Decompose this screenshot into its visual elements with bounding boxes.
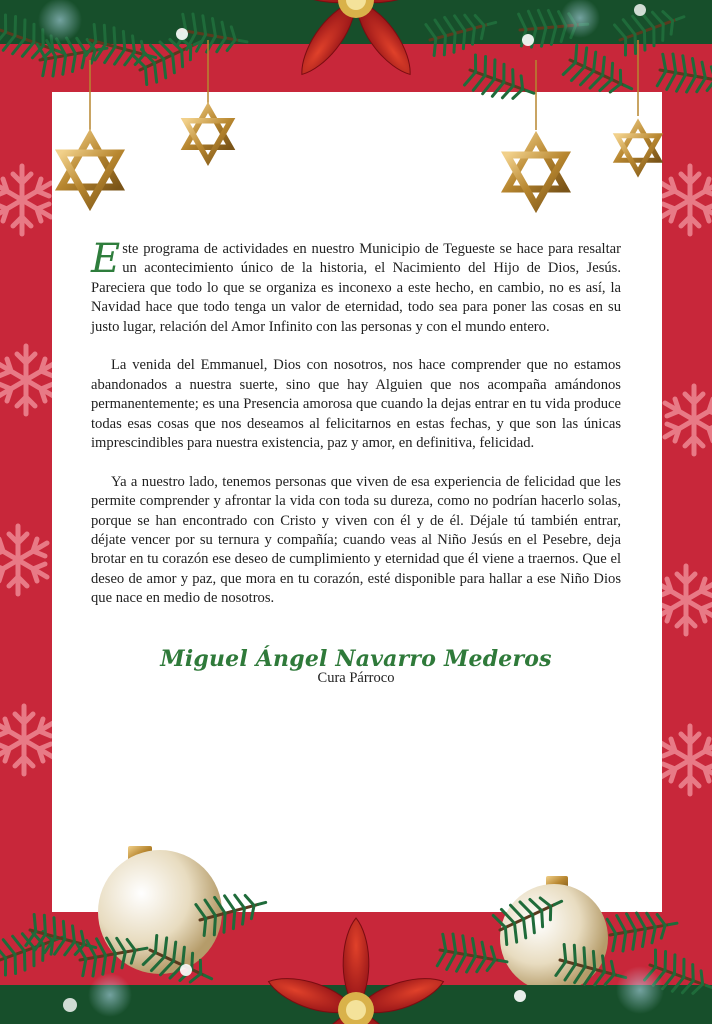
signature-name: Miguel Ángel Navarro Mederos <box>160 646 552 672</box>
drop-cap: E <box>91 236 121 282</box>
signature-role: Cura Párroco <box>317 670 395 686</box>
paragraph-1-text: ste programa de actividades en nuestro Municipio de Tegueste se hace para resaltar un acontecimiento único de la historia, el Nacimiento del Hijo de Dios, Jesús. Pareciera que todo lo que se organiza es inconexo a este hecho, en cambio, no es así, la Navidad hace que todo tenga un valor de eternidad, todo sea para poner las cosas en su justo lugar, relación del Amor Infinito con las personas y con el mundo entero. <box>91 241 621 335</box>
paragraph-1 <box>91 236 621 337</box>
signature-block <box>91 646 621 687</box>
letter-body <box>91 236 621 628</box>
paragraph-3: Ya a nuestro lado, tenemos personas que viven de esa experiencia de felicidad que les permite comprender y afrontar la vida con toda su dureza, como no podrían hacerlo solas, porque se han encontrado con Cristo y viven con él y de él. Déjale tú también entrar, déjate vencer por su ternura y compañía; cuando veas al Niño Jesús en el Pesebre, deja brotar en tu corazón ese deseo de cumplimiento y eternidad que él viene a traernos. Que el deseo de amor y paz, que mora en tu corazón, esté disponible para hallar a ese Niño Dios que nace en medio de nosotros. <box>91 473 621 607</box>
paragraph-2: La venida del Emmanuel, Dios con nosotros, nos hace comprender que no estamos abandonados a nuestra suerte, sino que hay Alguien que nos acompaña amándonos permanentemente; es una Presencia amorosa que cuando la dejas entrar en tu vida produce todas esas cosas que nos deseamos al felicitarnos en estas fechas, y que son las únicas imprescindibles para nuestra existencia, paz y amor, en definitiva, felicidad. <box>91 357 621 452</box>
